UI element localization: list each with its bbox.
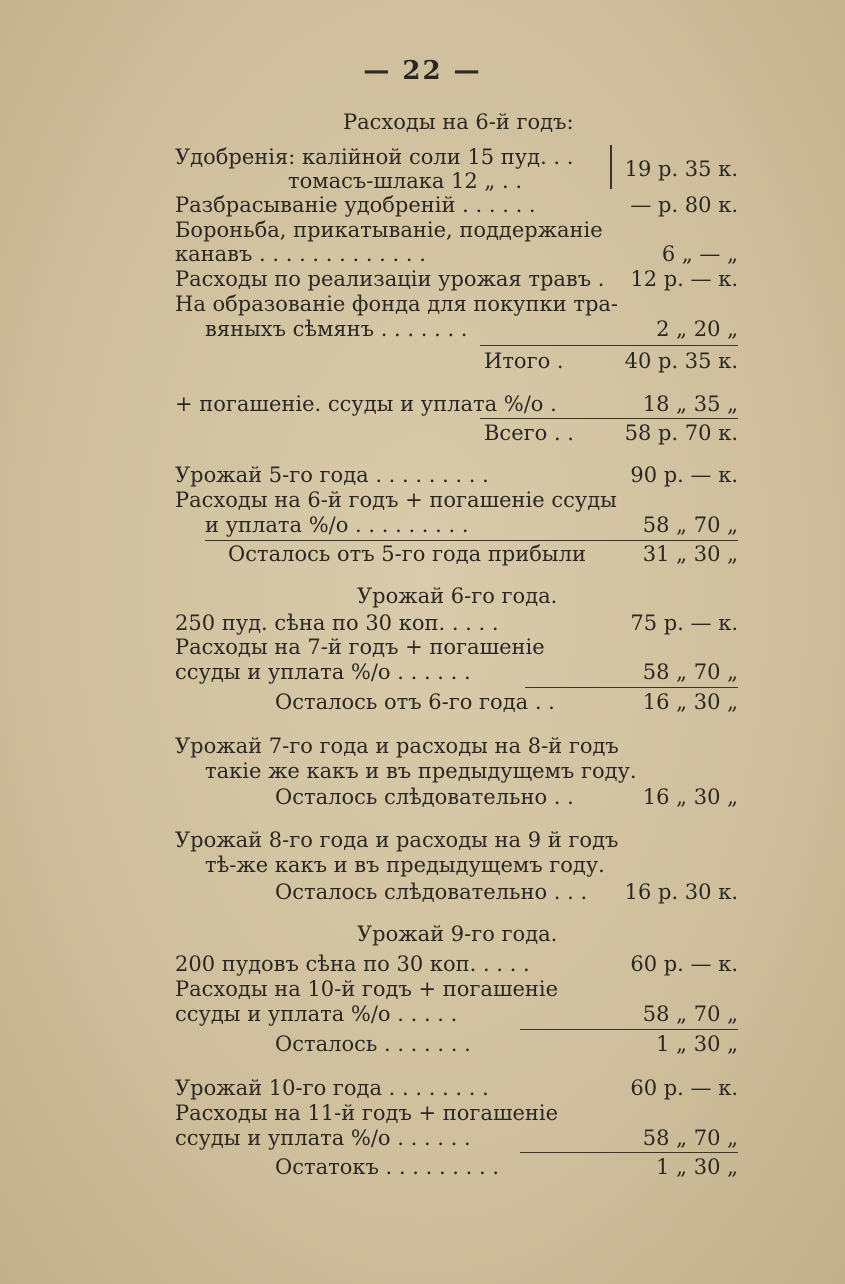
text-line: Расходы на 11-й годъ + погашеніе <box>175 1101 559 1125</box>
text-line: Разбрасываніе удобреній . . . . . . <box>175 193 536 217</box>
total-label: Всего . . <box>484 421 574 445</box>
text-line: томасъ-шлака 12 „ . . <box>288 169 523 193</box>
amount: 2 „ 20 „ <box>656 317 738 341</box>
amount: 18 „ 35 „ <box>642 392 738 416</box>
amount: 12 р. — к. <box>630 267 738 291</box>
amount: 16 „ 30 „ <box>642 690 738 714</box>
total-label: Итого . <box>484 349 564 373</box>
text-line: Урожай 10-го года . . . . . . . . <box>175 1076 489 1100</box>
remainder-label: Осталось отъ 6-го года . . <box>275 690 555 714</box>
amount: 58 „ 70 „ <box>642 1126 738 1150</box>
amount: 58 р. 70 к. <box>624 421 738 445</box>
amount: 16 „ 30 „ <box>642 785 738 809</box>
text-line: ссуды и уплата %/о . . . . . . <box>175 660 471 684</box>
amount: 60 р. — к. <box>630 952 738 976</box>
amount: 58 „ 70 „ <box>642 1002 738 1026</box>
remainder-label: Остатокъ . . . . . . . . . <box>275 1155 500 1179</box>
amount: 60 р. — к. <box>630 1076 738 1100</box>
text-line: канавъ . . . . . . . . . . . . . <box>175 242 426 266</box>
amount: 40 р. 35 к. <box>624 349 738 373</box>
sum-rule <box>520 1029 738 1030</box>
text-line: и уплата %/о . . . . . . . . . <box>205 513 469 537</box>
remainder-label: Осталось слѣдовательно . . <box>275 785 574 809</box>
text-line: вяныхъ сѣмянъ . . . . . . . <box>205 317 468 341</box>
amount: 19 р. 35 к. <box>624 157 738 181</box>
text-line: Расходы по реализаціи урожая травъ . <box>175 267 605 291</box>
section-heading: Урожай 6-го года. <box>357 584 558 608</box>
amount: 58 „ 70 „ <box>642 660 738 684</box>
text-line: Расходы на 7-й годъ + погашеніе <box>175 635 545 659</box>
section-heading: Урожай 9-го года. <box>357 922 558 946</box>
amount: 1 „ 30 „ <box>656 1032 738 1056</box>
text-line: Расходы на 6-й годъ + погашеніе ссуды <box>175 488 617 512</box>
text-line: Бороньба, прикатываніе, поддержаніе <box>175 218 603 242</box>
amount: 16 р. 30 к. <box>624 880 738 904</box>
section-heading: Расходы на 6-й годъ: <box>343 110 574 134</box>
text-line: 250 пуд. сѣна по 30 коп. . . . . <box>175 611 499 635</box>
amount: 6 „ — „ <box>661 242 738 266</box>
remainder-label: Осталось . . . . . . . <box>275 1032 471 1056</box>
text-line: тѣ-же какъ и въ предыдущемъ году. <box>205 853 605 877</box>
text-line: Удобренія: калійной соли 15 пуд. . . <box>175 145 574 169</box>
text-line: 200 пудовъ сѣна по 30 коп. . . . . <box>175 952 530 976</box>
text-line: Урожай 8-го года и расходы на 9 й годъ <box>175 828 619 852</box>
sum-rule <box>205 540 738 541</box>
sum-rule <box>525 687 738 688</box>
sum-rule <box>480 418 738 419</box>
text-line: На образованіе фонда для покупки тра- <box>175 292 618 316</box>
amount: 75 р. — к. <box>630 611 738 635</box>
sum-rule <box>480 345 738 346</box>
text-line: ссуды и уплата %/о . . . . . <box>175 1002 458 1026</box>
text-line: + погашеніе. ссуды и уплата %/о . <box>175 392 557 416</box>
sum-rule <box>520 1152 738 1153</box>
amount: 90 р. — к. <box>630 463 738 487</box>
text-line: такіе же какъ и въ предыдущемъ году. <box>205 759 637 783</box>
text-line: Урожай 7-го года и расходы на 8-й годъ <box>175 734 619 758</box>
amount: 1 „ 30 „ <box>656 1155 738 1179</box>
text-line: Урожай 5-го года . . . . . . . . . <box>175 463 489 487</box>
page-number: — 22 — <box>363 56 482 86</box>
remainder-label: Осталось отъ 5-го года прибыли <box>228 542 586 566</box>
text-line: ссуды и уплата %/о . . . . . . <box>175 1126 471 1150</box>
remainder-label: Осталось слѣдовательно . . . <box>275 880 588 904</box>
amount: — р. 80 к. <box>630 193 738 217</box>
amount: 31 „ 30 „ <box>642 542 738 566</box>
text-line: Расходы на 10-й годъ + погашеніе <box>175 977 559 1001</box>
amount: 58 „ 70 „ <box>642 513 738 537</box>
